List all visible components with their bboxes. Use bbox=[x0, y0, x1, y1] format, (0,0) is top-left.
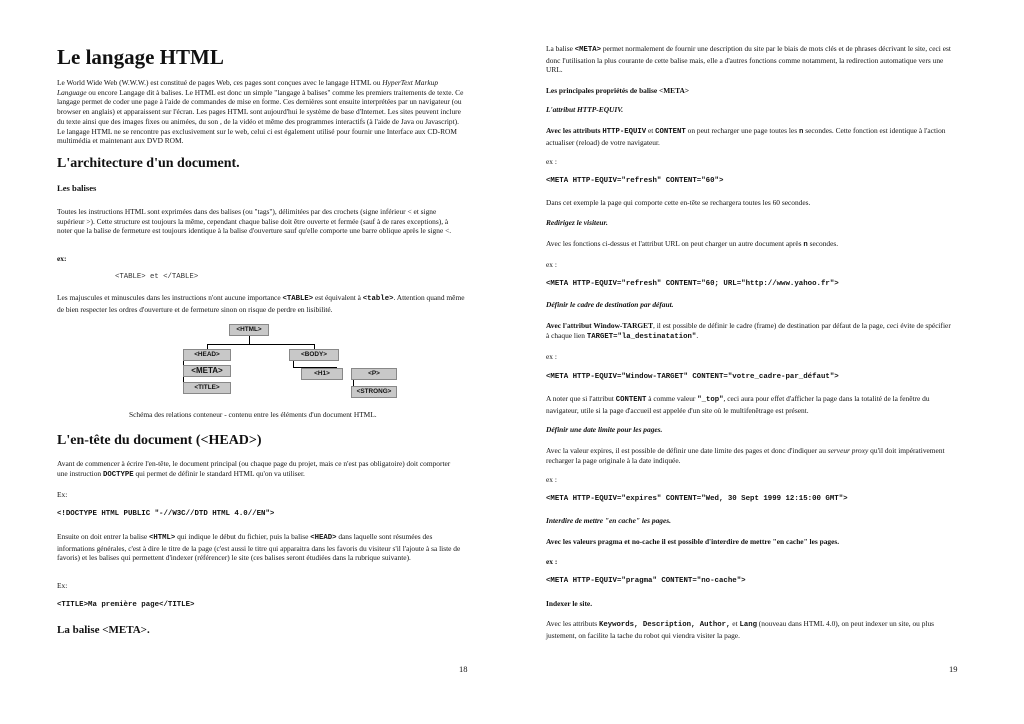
expires-emphasis: serveur proxy bbox=[827, 446, 869, 455]
meta-intro-code: <META> bbox=[574, 46, 602, 54]
top-text-a: A noter que si l'attribut bbox=[546, 394, 616, 403]
diagram-node-strong: <STRONG> bbox=[351, 386, 397, 398]
redirect-text-a: Avec les fonctions ci-dessus et l'attribut URL on peut charger un autre document après bbox=[546, 239, 804, 248]
page-title: Le langage HTML bbox=[57, 45, 224, 69]
target-text-c: . bbox=[696, 330, 699, 340]
intro-text-b: ou encore Langage dit à balises. Le HTML est donc un simple "langage à balises" comme les premiers traitements de texte. Ce langage permet de coder une page à l'aide de commandes de mise en forme. Ces dernières sont ensuite interprétées par un navigateur (ou browser en anglais) et apparaissent sur l'écran. Les pages HTML sont aujourd'hui le système de base d'Internet. Les sites peuvent inclure du texte ainsi que des images fixes ou animées, du son , de la vidéo et même des programmes interactifs (à l'aide de Java ou Javascript). Le langage HTML ne se rencontre pas exclusivement sur le web, celui ci est également utilisé pour fournir une Interface aux CD-ROM multimédia et maintenant aux DVD ROM. bbox=[57, 87, 464, 146]
refresh-code-httpequiv: HTTP-EQUIV bbox=[602, 128, 647, 136]
index-text-a: Avec les attributs bbox=[546, 619, 600, 628]
left-page bbox=[57, 0, 477, 724]
page-number-right: 19 bbox=[949, 664, 958, 674]
refresh-text-a: Avec les attributs bbox=[546, 126, 603, 135]
index-code-attrs: Keywords, Description, Author, bbox=[599, 621, 731, 629]
redirect-text-b: secondes. bbox=[807, 239, 839, 248]
refresh-text-b: et bbox=[646, 126, 656, 135]
redirect-title: Redirigez le visiteur. bbox=[546, 218, 608, 227]
expires-paragraph bbox=[546, 446, 952, 465]
intro-text-a: Le World Wide Web (W.W.W.) est constitué de pages Web, ces pages sont conçues avec le langage HTML ou bbox=[57, 78, 383, 87]
refresh-code-content: CONTENT bbox=[655, 128, 686, 136]
code-redirect: <META HTTP-EQUIV="refresh" CONTENT="60; URL="http://www.yahoo.fr"> bbox=[546, 280, 839, 288]
target-text-a: Avec l'attribut Window-TARGET bbox=[546, 321, 654, 330]
page-number-left: 18 bbox=[459, 664, 468, 674]
top-text-c: , ceci aura pour effet d'afficher la page dans la totalité de la fenêtre du navigateur, utile si la page d'accueil est appelée d'un site où le multifenêtrage est présent. bbox=[546, 394, 930, 415]
heading-balises: Les balises bbox=[57, 183, 97, 193]
heading-meta: La balise <META>. bbox=[57, 624, 150, 636]
diagram-node-h1: <H1> bbox=[301, 368, 343, 380]
index-text-c: (nouveau dans HTML 4.0), on peut indexer un site, ou plus justement, on facilite la tache du robot qui viendra visiter la page. bbox=[546, 619, 935, 640]
ex-label-r4: ex : bbox=[546, 475, 557, 484]
ex-label-r5: ex : bbox=[546, 557, 558, 566]
expires-text-b: qu'il doit impérativement recharger la page originale à la date indiquée. bbox=[546, 446, 945, 465]
index-title: Indexer le site. bbox=[546, 599, 593, 608]
ensuite-text-b: qui indique le début du fichier, puis la balise bbox=[175, 532, 311, 541]
ensuite-code-html: <HTML> bbox=[148, 534, 176, 542]
head-paragraph bbox=[57, 459, 457, 480]
index-code-lang: Lang bbox=[739, 621, 757, 629]
refresh-code-n: n bbox=[798, 128, 804, 136]
head-code-doctype: DOCTYPE bbox=[102, 470, 134, 479]
refresh-text-c: on peut recharger une page toutes les bbox=[685, 126, 799, 135]
diagram-connector bbox=[207, 344, 314, 345]
refresh-note: Dans cet exemple la page qui comporte cette en-tête se rechargera toutes les 60 secondes. bbox=[546, 198, 811, 207]
case-text-a: Les majuscules et minuscules dans les instructions n'ont aucune importance bbox=[57, 293, 283, 302]
refresh-paragraph bbox=[546, 126, 952, 147]
attr-title: L'attribut HTTP-EQUIV. bbox=[546, 105, 624, 114]
ex-label-r2: ex : bbox=[546, 260, 557, 269]
diagram-caption: Schéma des relations conteneur - contenu entre les éléments d'un document HTML. bbox=[129, 410, 377, 419]
ensuite-text-c: dans laquelle sont résumées des informations générales, c'est à dire le titre de la page (c'est aussi le titre qui apparaitra dans les favoris du visiteur s'il l'ajoute à sa liste de favoris) et les balises qui permettent d'indexer (référencer) le site (ces balises seront étudiées dans la rubrique suivante). bbox=[57, 532, 461, 563]
target-paragraph bbox=[546, 321, 952, 342]
cache-paragraph: Avec les valeurs pragma et no-cache il est possible d'interdire de mettre "en cache" les pages. bbox=[546, 537, 840, 546]
index-paragraph bbox=[546, 619, 954, 640]
meta-intro-text-b: permet normalement de fournir une description du site par le biais de mots clés et de phrases décrivant le site, ceci est donc l'utilisation la plus courante de cette balise mais, elle a d'autres fonctions comme notamment, la redirection automatique vers une URL. bbox=[546, 44, 951, 75]
meta-intro-text-a: La balise bbox=[546, 44, 575, 53]
code-target: <META HTTP-EQUIV="Window-TARGET" CONTENT="votre_cadre-par_défaut"> bbox=[546, 373, 839, 381]
ex-label-r1: ex : bbox=[546, 157, 557, 166]
case-text-c: . Attention quand même de bien respecter les ordres d'ouverture et de fermeture sinon on risque de perdre en lisibilité. bbox=[57, 293, 465, 314]
code-cache: <META HTTP-EQUIV="pragma" CONTENT="no-cache"> bbox=[546, 577, 746, 585]
expires-text-a: Avec la valeur expires, il est possible de définir une date limite des pages et donc d'indiquer au bbox=[546, 446, 828, 455]
diagram-node-meta: <META> bbox=[183, 365, 231, 377]
case-paragraph bbox=[57, 293, 467, 314]
code-expires: <META HTTP-EQUIV="expires" CONTENT="Wed, 30 Sept 1999 12:15:00 GMT"> bbox=[546, 495, 848, 503]
redirect-paragraph bbox=[546, 239, 952, 251]
table-example: <TABLE> et </TABLE> bbox=[115, 273, 199, 281]
ex-label: ex: bbox=[57, 254, 67, 263]
diagram-node-body: <BODY> bbox=[289, 349, 339, 361]
doctype-code: <!DOCTYPE HTML PUBLIC "-//W3C//DTD HTML 4.0//EN"> bbox=[57, 510, 275, 518]
ex-label-3: Ex: bbox=[57, 581, 68, 590]
case-code-upper: <TABLE> bbox=[282, 295, 314, 303]
right-page bbox=[546, 0, 956, 724]
top-code-top: "_top" bbox=[697, 396, 724, 404]
heading-head: L'en-tête du document (<HEAD>) bbox=[57, 433, 262, 448]
redirect-code-n: n bbox=[803, 241, 808, 249]
diagram-node-p: <P> bbox=[351, 368, 397, 380]
expires-title: Définir une date limite pour les pages. bbox=[546, 425, 663, 434]
top-paragraph bbox=[546, 394, 954, 415]
ensuite-code-head: <HEAD> bbox=[310, 534, 337, 542]
intro-emphasis: HyperText Markup Language bbox=[57, 78, 439, 97]
html-structure-diagram bbox=[177, 322, 467, 402]
meta-intro-paragraph bbox=[546, 44, 954, 75]
cache-title: Interdire de mettre "en cache" les pages. bbox=[546, 516, 671, 525]
code-refresh: <META HTTP-EQUIV="refresh" CONTENT="60"> bbox=[546, 177, 724, 185]
ensuite-text-a: Ensuite on doit entrer la balise bbox=[57, 532, 149, 541]
refresh-text-d: secondes. Cette fonction est identique à l'action actualiser (reload) de votre navigateur. bbox=[546, 126, 946, 147]
title-code: <TITLE>Ma première page</TITLE> bbox=[57, 601, 195, 609]
heading-architecture: L'architecture d'un document. bbox=[57, 156, 240, 171]
ensuite-paragraph bbox=[57, 532, 467, 563]
ex-label-r3: ex : bbox=[546, 352, 557, 361]
target-code: TARGET="la_destinatation" bbox=[586, 332, 697, 341]
diagram-node-title: <TITLE> bbox=[183, 382, 231, 394]
top-code-content: CONTENT bbox=[615, 396, 647, 404]
ex-label-2: Ex: bbox=[57, 490, 68, 499]
intro-paragraph bbox=[57, 78, 467, 146]
target-title: Définir le cadre de destination par défaut. bbox=[546, 300, 674, 309]
case-text-b: est équivalent à bbox=[313, 293, 363, 302]
diagram-node-head: <HEAD> bbox=[183, 349, 231, 361]
top-text-b: à comme valeur bbox=[646, 394, 698, 403]
case-code-lower: <table> bbox=[362, 295, 394, 303]
head-text-a: Avant de commencer à écrire l'en-tête, le document principal (ou chaque page du projet, mais ce n'est pas obligatoire) doit comporter une instruction bbox=[57, 459, 451, 478]
head-text-b: qui permet de définir le standard HTML qu'on va utiliser. bbox=[133, 468, 305, 478]
balises-paragraph: Toutes les instructions HTML sont exprimées dans des balises (ou "tags"), délimitées par des crochets (signe inférieur < et signe supérieur >). Cette structure est toujours la même, cependant chaque balise doit être ouverte et fermée (sauf à de rares exceptions), à noter que la balise de fermeture est toujours identique à la balise d'ouverture sauf qu'elle comporte une barre oblique après le signe <. bbox=[57, 207, 452, 236]
diagram-node-html: <HTML> bbox=[229, 324, 269, 336]
target-text-b: , il est possible de définir le cadre (frame) de destination par défaut de la page, ceci évite de spécifier à chaque lien bbox=[546, 321, 951, 340]
props-title: Les principales propriétés de balise <META> bbox=[546, 86, 690, 95]
index-text-b: et bbox=[730, 619, 740, 628]
